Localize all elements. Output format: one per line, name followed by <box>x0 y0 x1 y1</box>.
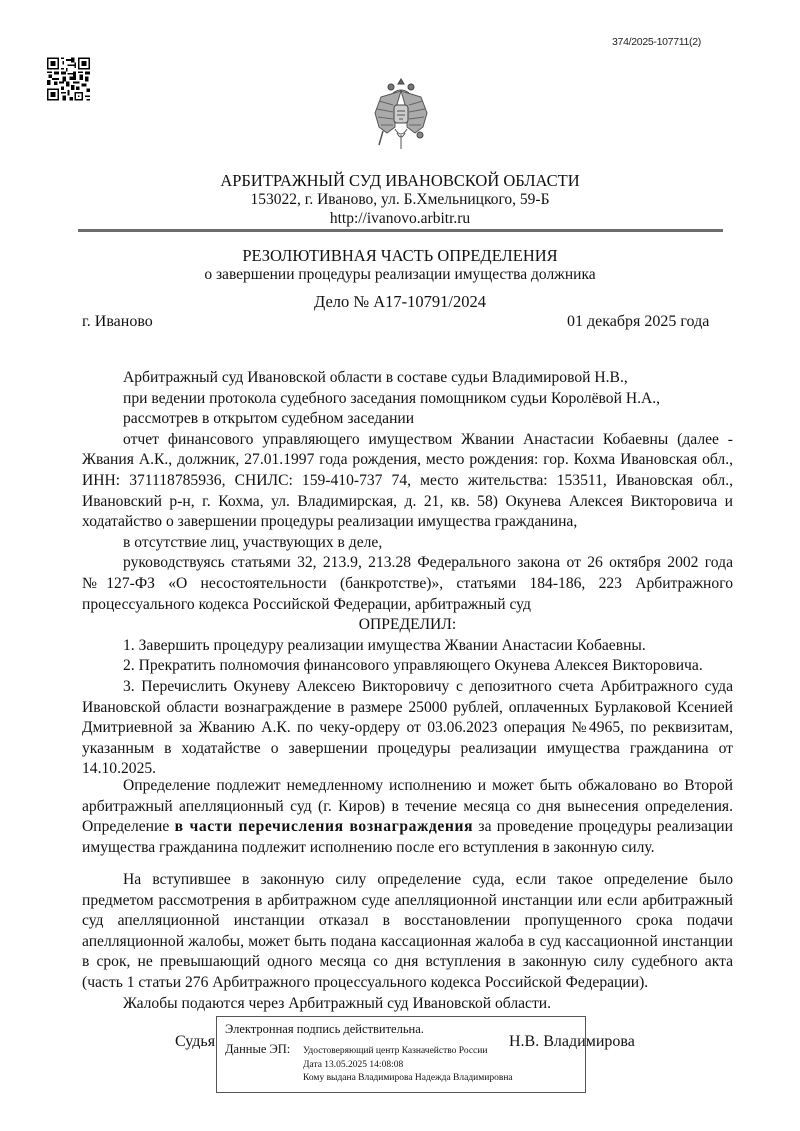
document-subtitle: о завершении процедуры реализации имущества должника <box>204 266 596 283</box>
appeal-paragraph-2: На вступившее в законную силу определение суда, если такое определение было предметом рассмотрения в арбитражном суде апелляционной инстанции или если арбитражный суд апелляционной инстанции отказал в восстановлении пропущенного срока подачи апелляционной жалобы, может быть подана кассационная жалоба в суд кассационной инстанции в срок, не превышающий одного месяца со дня вступления в законную силу судебного акта (часть 1 статьи 276 Арбитражного процессуального кодекса Российской Федерации). <box>82 871 733 991</box>
appeal-text: за проведение процедуры реализации имущества гражданина подлежит исполнению после его вступления в законную силу. <box>82 818 733 856</box>
court-website: http://ivanovo.arbitr.ru <box>329 210 471 227</box>
ruling-item: 1. Завершить процедуру реализации имущества Жвании Анастасии Кобаевны. <box>123 636 646 654</box>
appeal-paragraph-3: Жалобы подаются через Арбитражный суд Ивановской области. <box>123 994 552 1012</box>
ruling-item: 2. Прекратить полномочия финансового управляющего Окунева Алексея Викторовича. <box>123 657 703 675</box>
coat-of-arms-icon <box>373 75 429 155</box>
signature-data-label: Данные ЭП: <box>225 1042 291 1056</box>
preamble-absence: в отсутствие лиц, участвующих в деле, <box>123 533 383 551</box>
court-name: АРБИТРАЖНЫЙ СУД ИВАНОВСКОЙ ОБЛАСТИ <box>220 171 580 190</box>
signature-issued-to: Кому выдана Владимирова Надежда Владимировна <box>303 1073 513 1083</box>
preamble-protocol: при ведении протокола судебного заседания помощником судьи Королёвой Н.А., <box>123 389 661 407</box>
document-id: 374/2025-107711(2) <box>612 36 701 48</box>
signature-issuer: Удостоверяющий центр Казначейство России <box>303 1046 488 1056</box>
document-title: РЕЗОЛЮТИВНАЯ ЧАСТЬ ОПРЕДЕЛЕНИЯ <box>242 246 558 265</box>
judge-name: Н.В. Владимирова <box>509 1033 635 1050</box>
preamble-session: рассмотрев в открытом судебном заседании <box>123 410 415 428</box>
preamble-court: Арбитражный суд Ивановской области в составе судьи Владимировой Н.В., <box>123 369 628 386</box>
signature-date: Дата 13.05.2025 14:08:08 <box>303 1059 404 1070</box>
document-place: г. Иваново <box>82 313 153 330</box>
qr-code-icon <box>47 45 90 113</box>
signature-valid-text: Электронная подпись действительна. <box>225 1022 424 1036</box>
cassation-section <box>82 870 733 1014</box>
appeal-paragraph-1 <box>82 776 733 858</box>
preamble-section <box>82 368 733 780</box>
case-number: Дело № А17-10791/2024 <box>313 292 486 311</box>
ruling-heading: ОПРЕДЕЛИЛ: <box>358 616 457 634</box>
document-date: 01 декабря 2025 года <box>567 313 710 330</box>
header-divider <box>78 229 723 232</box>
appeal-text: Определение подлежит немедленному исполнению и может быть обжаловано во Второй арбитражный апелляционный суд (г. Киров) в течение месяца со дня вынесения определения. Определение <box>82 777 733 836</box>
court-address: 153022, г. Иваново, ул. Б.Хмельницкого, 59-Б <box>250 191 550 208</box>
preamble-report: отчет финансового управляющего имуществом Жвании Анастасии Кобаевны (далее - Жвания А.К., должник, 27.01.1997 года рождения, место рождения: гор. Кохма Ивановская обл., ИНН: 371118785936, СНИЛС: 159-410-737 74, место жительства: 153511, Ивановская обл., Ивановский р-н, г. Кохма, ул. Владимирская, д. 21, кв. 58) Окунева Алексея Викторовича и ходатайство о завершении процедуры реализации имущества гражданина, <box>82 430 733 531</box>
signature-details <box>303 1045 513 1086</box>
ruling-item: 3. Перечислить Окуневу Алексею Викторовичу с депозитного счета Арбитражного суда Ивановской области вознаграждение в размере 25000 рублей, оплаченных Бурлаковой Ксенией Дмитриевной за Жванию А.К. по чеку-ордеру от 03.06.2023 операция №4965, по реквизитам, указанным в ходатайстве о завершении процедуры реализации имущества гражданина от 14.10.2025. <box>82 677 733 778</box>
appeal-bold-text: в части перечисления вознаграждения <box>174 818 474 836</box>
appeal-section <box>82 776 733 858</box>
preamble-legal-basis: руководствуясь статьями 32, 213.9, 213.28 Федерального закона от 26 октября 2002 года №127-ФЗ «О несостоятельности (банкротстве)», статьями 184-186, 223 Арбитражного процессуального кодекса Российской Федерации, арбитражный суд <box>82 554 733 613</box>
electronic-signature-stamp <box>216 1016 586 1093</box>
judge-label: Судья <box>175 1033 216 1050</box>
